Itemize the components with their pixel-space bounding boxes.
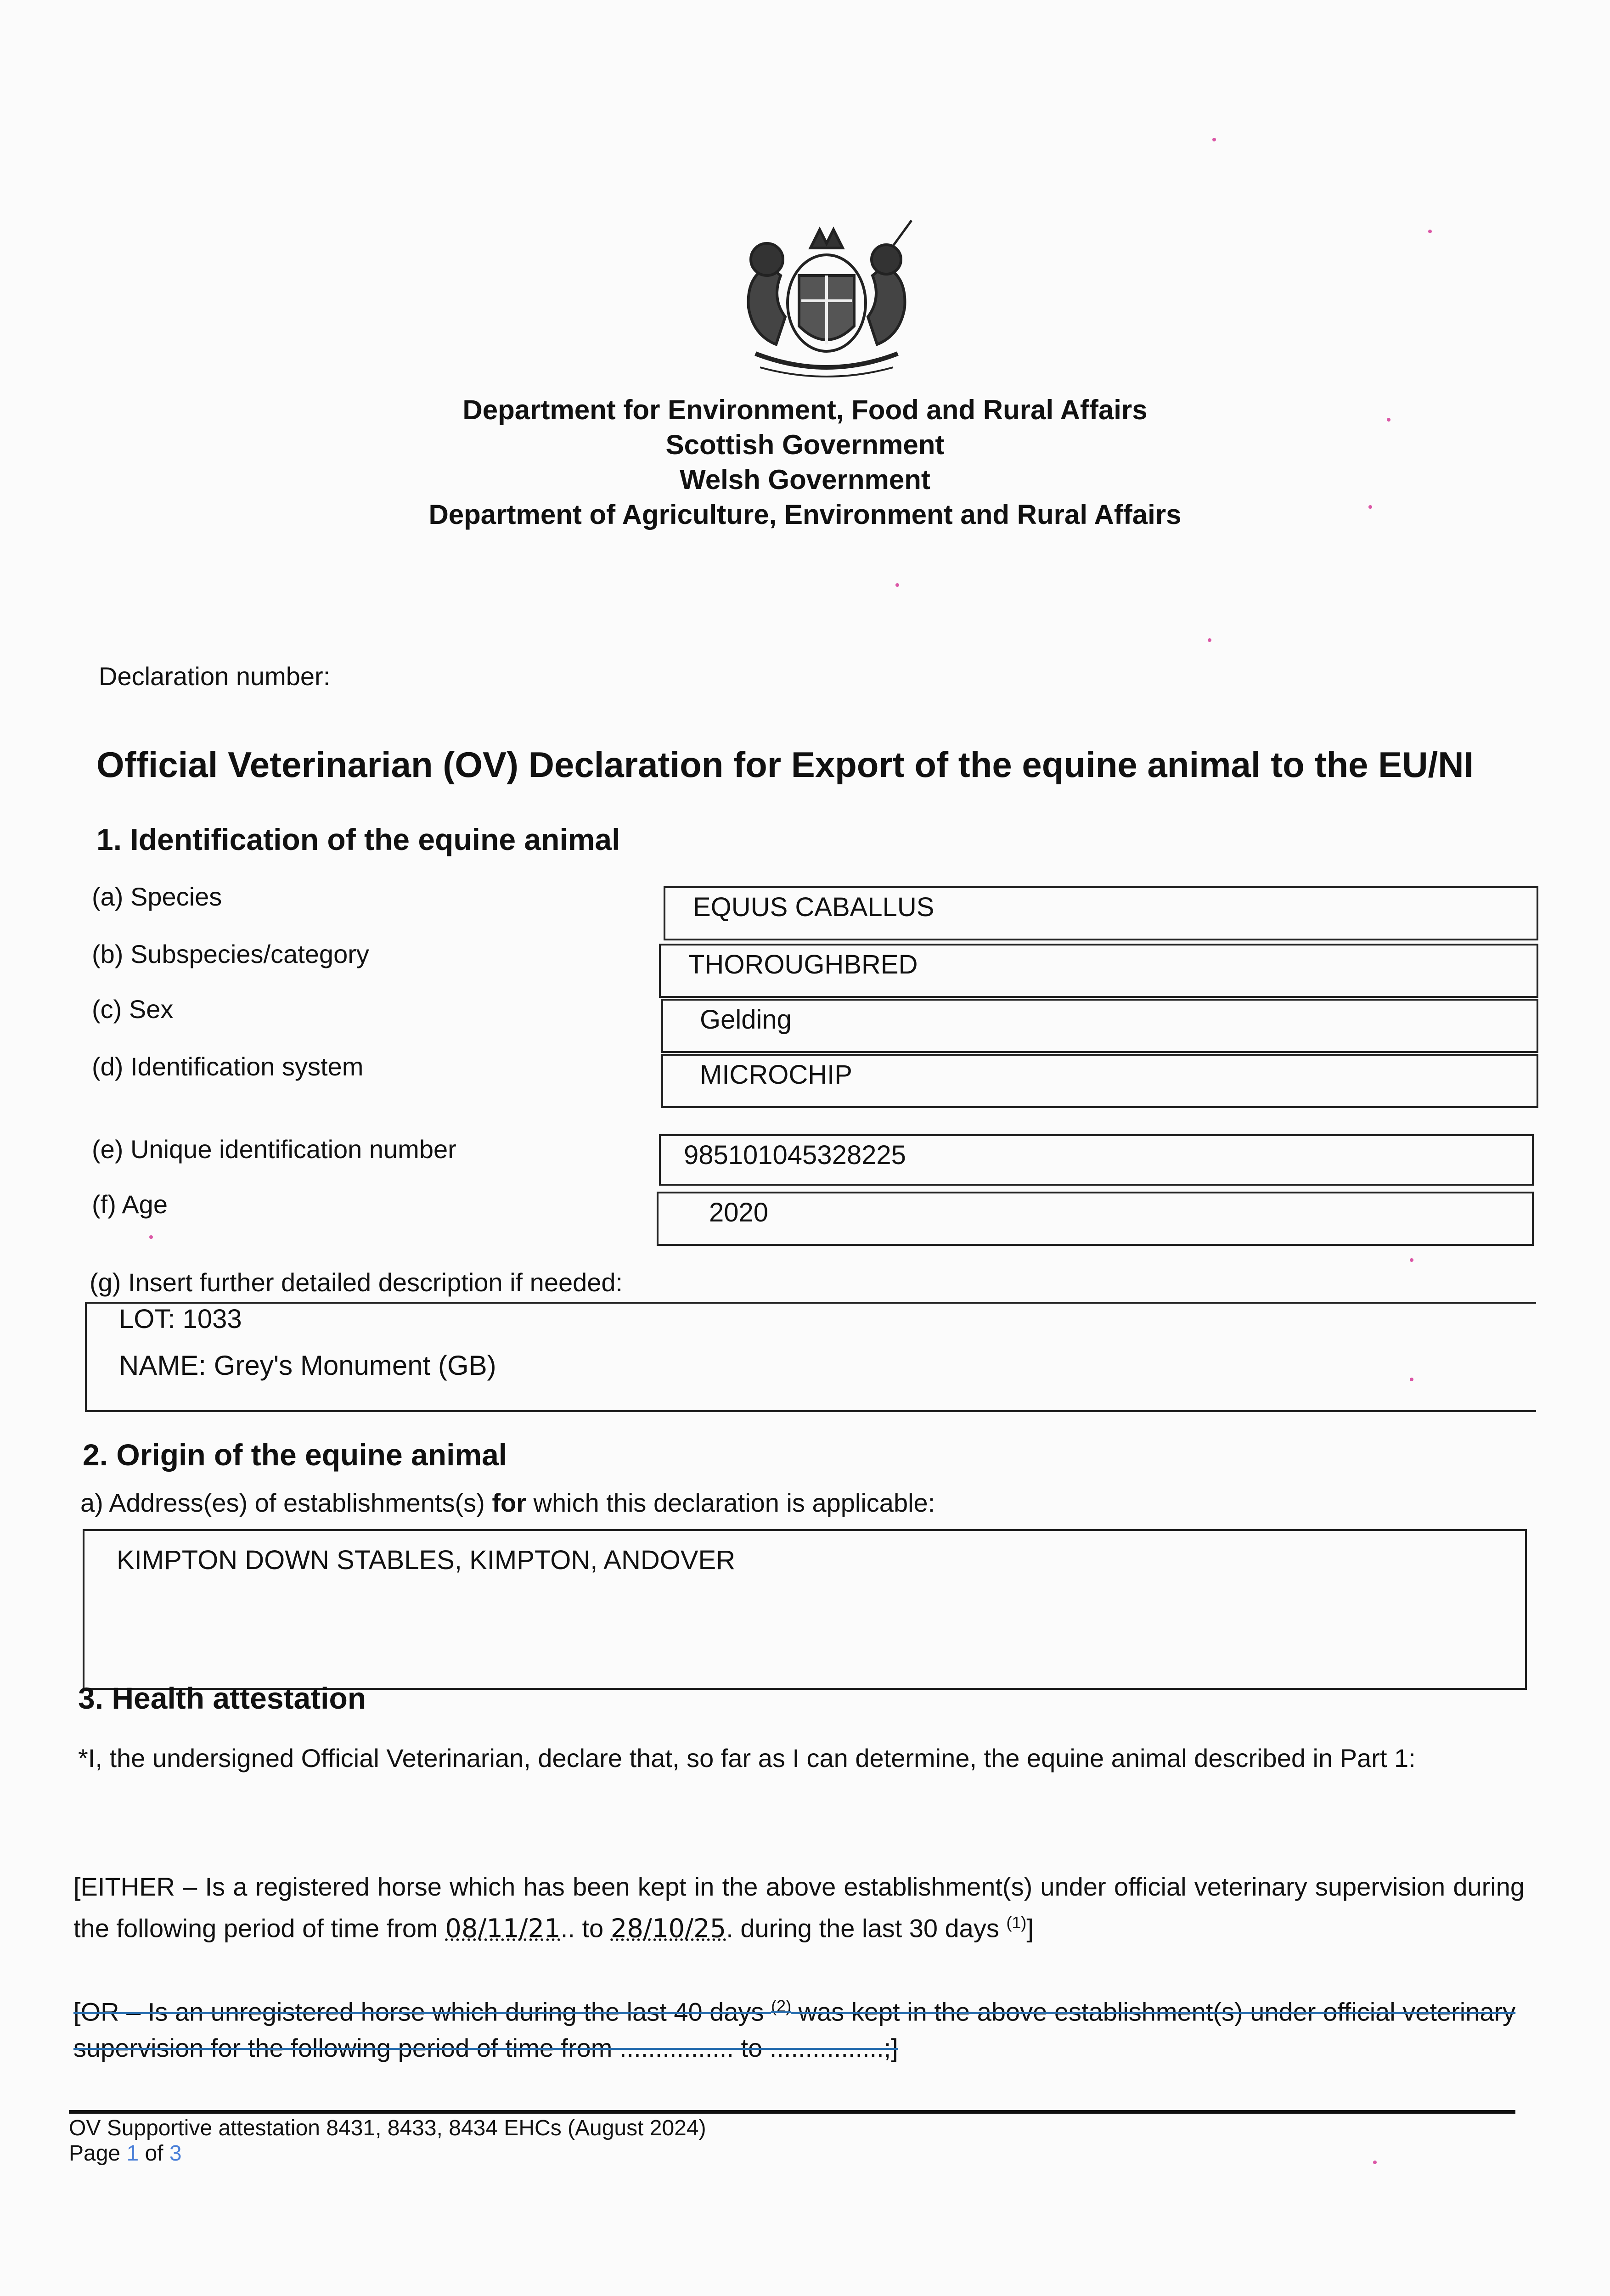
section-2-heading: 2. Origin of the equine animal bbox=[83, 1438, 507, 1472]
species-field[interactable] bbox=[664, 886, 1538, 940]
either-from-date[interactable]: 08/11/21 bbox=[445, 1913, 561, 1944]
scan-speck bbox=[1428, 230, 1432, 233]
unique-id-field[interactable] bbox=[659, 1134, 1534, 1186]
scan-speck bbox=[895, 583, 899, 587]
or-footnote-ref: (2) bbox=[771, 1997, 792, 2015]
or-clause-text: [OR – Is an unregistered horse which during the last 40 days bbox=[73, 1997, 771, 2026]
org-scottish-government: Scottish Government bbox=[665, 429, 945, 460]
royal-coat-of-arms-logo bbox=[714, 216, 939, 386]
address-label bbox=[80, 1488, 935, 1518]
unique-id-label: (e) Unique identification number bbox=[92, 1135, 456, 1164]
horse-name-line: NAME: Grey's Monument (GB) bbox=[119, 1350, 496, 1381]
scan-speck bbox=[149, 1235, 153, 1239]
scan-speck bbox=[1410, 1378, 1413, 1381]
footer-reference: OV Supportive attestation 8431, 8433, 8434 EHCs (August 2024) bbox=[69, 2116, 706, 2140]
establishment-address-field[interactable] bbox=[83, 1529, 1527, 1690]
declaration-number-label: Declaration number: bbox=[99, 662, 331, 691]
lot-line: LOT: 1033 bbox=[119, 1304, 242, 1334]
identification-system-value: MICROCHIP bbox=[700, 1060, 852, 1090]
age-field[interactable] bbox=[657, 1192, 1534, 1246]
scan-speck bbox=[1373, 2161, 1377, 2164]
identification-system-field[interactable] bbox=[661, 1054, 1538, 1108]
org-welsh-government: Welsh Government bbox=[680, 464, 930, 495]
sex-value: Gelding bbox=[700, 1005, 792, 1035]
species-value: EQUUS CABALLUS bbox=[693, 892, 934, 922]
either-footnote-ref: (1) bbox=[1006, 1913, 1027, 1932]
page-prefix: Page bbox=[69, 2141, 127, 2166]
subspecies-field[interactable] bbox=[659, 944, 1538, 998]
section-3-heading: 3. Health attestation bbox=[78, 1681, 366, 1715]
address-label-prefix: a) Address(es) of establishments(s) bbox=[80, 1488, 492, 1517]
page-of: of bbox=[139, 2141, 169, 2166]
either-clause-text: [EITHER – Is a registered horse which has been kept in the above establishment(s) under official veterinary supervision during the following period of time from bbox=[73, 1872, 1525, 1943]
subspecies-value: THOROUGHBRED bbox=[688, 950, 918, 979]
page-total: 3 bbox=[169, 2141, 182, 2166]
sex-field[interactable] bbox=[661, 999, 1538, 1053]
either-to-text: .. to bbox=[560, 1913, 611, 1943]
either-period-text: . during the last 30 days bbox=[726, 1913, 1007, 1943]
either-to-date[interactable]: 28/10/25 bbox=[610, 1913, 726, 1944]
species-label: (a) Species bbox=[92, 882, 222, 911]
or-clause-rest: was kept in the above establishment(s) under official veterinary supervision for the following period of time from ................ to ................;] bbox=[73, 1997, 1516, 2062]
scan-speck bbox=[1410, 1258, 1413, 1262]
further-description-field[interactable] bbox=[85, 1302, 1536, 1412]
page-indicator bbox=[69, 2140, 182, 2167]
document-title: Official Veterinarian (OV) Declaration for Export of the equine animal to the EU/NI bbox=[96, 744, 1474, 785]
page-number: 1 bbox=[126, 2141, 139, 2166]
either-close: ] bbox=[1026, 1913, 1034, 1943]
or-clause-struck bbox=[73, 1988, 1525, 2066]
address-label-for: for bbox=[492, 1488, 526, 1517]
issuing-authorities bbox=[0, 393, 1610, 532]
age-value: 2020 bbox=[709, 1198, 769, 1227]
scan-speck bbox=[1387, 418, 1390, 422]
org-defra: Department for Environment, Food and Rural Affairs bbox=[462, 394, 1148, 425]
org-daera: Department of Agriculture, Environment and Rural Affairs bbox=[428, 499, 1182, 530]
health-attestation-intro: *I, the undersigned Official Veterinarian, declare that, so far as I can determine, the equine animal described in Part 1: bbox=[78, 1744, 1416, 1773]
subspecies-label: (b) Subspecies/category bbox=[92, 940, 369, 968]
footer-rule bbox=[69, 2110, 1515, 2114]
identification-system-label: (d) Identification system bbox=[92, 1052, 364, 1081]
scan-speck bbox=[1368, 505, 1372, 509]
age-label: (f) Age bbox=[92, 1190, 168, 1219]
section-1-heading: 1. Identification of the equine animal bbox=[96, 822, 620, 856]
scan-speck bbox=[1208, 638, 1211, 642]
further-description-label: (g) Insert further detailed description if needed: bbox=[90, 1268, 623, 1297]
scan-speck bbox=[1212, 138, 1216, 141]
address-label-suffix: which this declaration is applicable: bbox=[526, 1488, 935, 1517]
establishment-address-value: KIMPTON DOWN STABLES, KIMPTON, ANDOVER bbox=[117, 1545, 736, 1575]
sex-label: (c) Sex bbox=[92, 995, 174, 1024]
unique-id-value: 985101045328225 bbox=[684, 1140, 906, 1170]
either-clause bbox=[73, 1869, 1525, 1947]
